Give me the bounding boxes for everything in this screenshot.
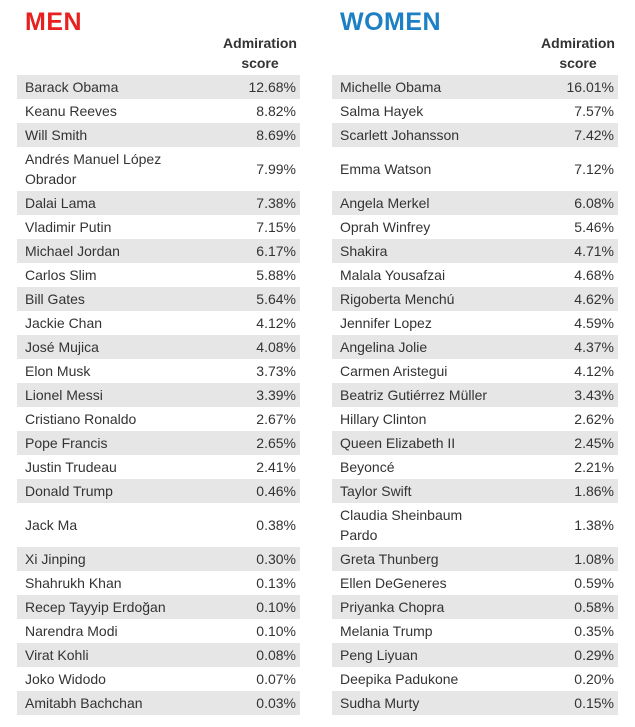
- men-table-row: [17, 595, 300, 619]
- women-person-name: Priyanka Chopra: [340, 599, 445, 615]
- women-person-name: Carmen Aristegui: [340, 363, 448, 379]
- men-admiration-score: 8.69%: [256, 127, 296, 143]
- men-person-name: Cristiano Ronaldo: [25, 411, 137, 427]
- men-table-row: [17, 407, 300, 431]
- men-table-row: [17, 215, 300, 239]
- men-person-name: Elon Musk: [25, 363, 91, 379]
- women-title: WOMEN: [340, 8, 442, 36]
- women-person-name: Peng Liyuan: [340, 647, 418, 663]
- women-table-row: [332, 595, 618, 619]
- women-person-name: Salma Hayek: [340, 103, 424, 119]
- women-table-row: [332, 263, 618, 287]
- women-admiration-score: 4.71%: [574, 243, 614, 259]
- men-person-name: Joko Widodo: [25, 671, 106, 687]
- men-admiration-score: 2.67%: [256, 411, 296, 427]
- men-table-row: [17, 147, 300, 191]
- men-admiration-score: 8.82%: [256, 103, 296, 119]
- women-table-row: [332, 311, 618, 335]
- men-person-name: Bill Gates: [25, 291, 85, 307]
- men-admiration-score: 7.38%: [256, 195, 296, 211]
- women-person-name: Hillary Clinton: [340, 411, 427, 427]
- men-admiration-score: 4.08%: [256, 339, 296, 355]
- men-title: MEN: [25, 8, 83, 36]
- women-admiration-score: 0.15%: [574, 695, 614, 711]
- women-table-row: [332, 691, 618, 715]
- women-admiration-score: 4.12%: [574, 363, 614, 379]
- women-table: [332, 75, 618, 715]
- women-admiration-score: 0.59%: [574, 575, 614, 591]
- men-person-name: Carlos Slim: [25, 267, 97, 283]
- men-table-row: [17, 263, 300, 287]
- women-admiration-score: 1.86%: [574, 483, 614, 499]
- men-person-name: Will Smith: [25, 127, 88, 143]
- men-person-name: Narendra Modi: [25, 623, 118, 639]
- women-table-row: [332, 239, 618, 263]
- women-admiration-score: 4.62%: [574, 291, 614, 307]
- men-person-name: Xi Jinping: [25, 551, 86, 567]
- men-table-row: [17, 335, 300, 359]
- women-person-name: Angela Merkel: [340, 195, 430, 211]
- men-person-name: Virat Kohli: [25, 647, 89, 663]
- women-table-row: [332, 287, 618, 311]
- women-admiration-score: 1.08%: [574, 551, 614, 567]
- women-admiration-score: 3.43%: [574, 387, 614, 403]
- men-person-name: Michael Jordan: [25, 243, 120, 259]
- men-admiration-score: 0.03%: [256, 695, 296, 711]
- men-table-row: [17, 287, 300, 311]
- men-admiration-score: 4.12%: [256, 315, 296, 331]
- men-person-name: Barack Obama: [25, 79, 119, 95]
- women-admiration-score: 2.62%: [574, 411, 614, 427]
- women-table-row: [332, 99, 618, 123]
- women-admiration-score: 2.45%: [574, 435, 614, 451]
- men-admiration-score: 5.88%: [256, 267, 296, 283]
- men-admiration-score: 7.15%: [256, 219, 296, 235]
- men-table: [17, 75, 300, 715]
- men-admiration-score: 6.17%: [256, 243, 296, 259]
- men-table-row: [17, 547, 300, 571]
- men-admiration-score: 5.64%: [256, 291, 296, 307]
- men-table-row: [17, 667, 300, 691]
- women-admiration-score: 4.37%: [574, 339, 614, 355]
- women-table-row: [332, 407, 618, 431]
- women-table-row: [332, 147, 618, 191]
- women-table-row: [332, 75, 618, 99]
- women-person-name: Jennifer Lopez: [340, 315, 432, 331]
- women-person-name: Rigoberta Menchú: [340, 291, 455, 307]
- men-admiration-score: 3.39%: [256, 387, 296, 403]
- women-table-row: [332, 431, 618, 455]
- men-table-row: [17, 123, 300, 147]
- men-admiration-score: 2.65%: [256, 435, 296, 451]
- men-table-row: [17, 359, 300, 383]
- women-person-name: Beyoncé: [340, 459, 395, 475]
- women-admiration-score: 2.21%: [574, 459, 614, 475]
- men-table-row: [17, 311, 300, 335]
- women-person-name: Scarlett Johansson: [340, 127, 460, 143]
- women-person-name: Queen Elizabeth II: [340, 435, 456, 451]
- men-person-name: Amitabh Bachchan: [25, 695, 143, 711]
- men-person-name: Jack Ma: [25, 517, 78, 533]
- men-table-row: [17, 383, 300, 407]
- men-table-row: [17, 643, 300, 667]
- women-person-name: Michelle Obama: [340, 79, 442, 95]
- men-admiration-score: 0.46%: [256, 483, 296, 499]
- men-table-row: [17, 455, 300, 479]
- women-table-row: [332, 479, 618, 503]
- women-person-name: Oprah Winfrey: [340, 219, 431, 235]
- men-admiration-score: 12.68%: [248, 79, 296, 95]
- men-person-name: Recep Tayyip Erdoğan: [25, 599, 166, 615]
- women-admiration-score: 5.46%: [574, 219, 614, 235]
- men-table-row: [17, 691, 300, 715]
- women-table-row: [332, 455, 618, 479]
- women-person-name: Ellen DeGeneres: [340, 575, 447, 591]
- women-person-name: Malala Yousafzai: [340, 267, 446, 283]
- women-admiration-score: 0.35%: [574, 623, 614, 639]
- women-person-name: Melania Trump: [340, 623, 433, 639]
- women-person-name: Shakira: [340, 243, 388, 259]
- men-table-row: [17, 75, 300, 99]
- women-person-name: Taylor Swift: [340, 483, 412, 499]
- men-admiration-score: 0.38%: [256, 517, 296, 533]
- women-table-row: [332, 215, 618, 239]
- women-score-header: Admiration score: [541, 35, 615, 71]
- women-person-name: Deepika Padukone: [340, 671, 459, 687]
- men-admiration-score: 0.10%: [256, 599, 296, 615]
- men-person-name: Shahrukh Khan: [25, 575, 122, 591]
- men-table-row: [17, 431, 300, 455]
- men-person-name: Dalai Lama: [25, 195, 96, 211]
- men-table-row: [17, 479, 300, 503]
- men-admiration-score: 7.99%: [256, 161, 296, 177]
- women-person-name: Sudha Murty: [340, 695, 420, 711]
- men-table-row: [17, 239, 300, 263]
- men-person-name: José Mujica: [25, 339, 99, 355]
- women-person-name: Claudia Sheinbaum Pardo: [340, 507, 463, 543]
- women-admiration-score: 0.58%: [574, 599, 614, 615]
- women-admiration-score: 7.42%: [574, 127, 614, 143]
- women-person-name: Beatriz Gutiérrez Müller: [340, 387, 488, 403]
- women-admiration-score: 0.29%: [574, 647, 614, 663]
- women-admiration-score: 6.08%: [574, 195, 614, 211]
- men-admiration-score: 0.10%: [256, 623, 296, 639]
- women-table-row: [332, 619, 618, 643]
- women-table-row: [332, 335, 618, 359]
- women-person-name: Angelina Jolie: [340, 339, 428, 355]
- women-table-row: [332, 503, 618, 547]
- women-admiration-score: 0.20%: [574, 671, 614, 687]
- women-person-name: Greta Thunberg: [340, 551, 439, 567]
- men-table-row: [17, 503, 300, 547]
- women-table-row: [332, 667, 618, 691]
- men-admiration-score: 3.73%: [256, 363, 296, 379]
- women-table-row: [332, 123, 618, 147]
- men-person-name: Jackie Chan: [25, 315, 103, 331]
- women-table-row: [332, 383, 618, 407]
- men-person-name: Andrés Manuel López Obrador: [25, 151, 162, 187]
- women-table-row: [332, 643, 618, 667]
- men-admiration-score: 0.08%: [256, 647, 296, 663]
- women-table-row: [332, 191, 618, 215]
- women-admiration-score: 1.38%: [574, 517, 614, 533]
- women-person-name: Emma Watson: [340, 161, 432, 177]
- men-admiration-score: 0.07%: [256, 671, 296, 687]
- men-admiration-score: 0.30%: [256, 551, 296, 567]
- men-person-name: Donald Trump: [25, 483, 113, 499]
- women-table-row: [332, 571, 618, 595]
- men-person-name: Pope Francis: [25, 435, 108, 451]
- men-person-name: Keanu Reeves: [25, 103, 117, 119]
- men-person-name: Justin Trudeau: [25, 459, 117, 475]
- women-admiration-score: 7.12%: [574, 161, 614, 177]
- men-table-row: [17, 619, 300, 643]
- men-admiration-score: 2.41%: [256, 459, 296, 475]
- women-table-row: [332, 359, 618, 383]
- women-admiration-score: 4.59%: [574, 315, 614, 331]
- men-admiration-score: 0.13%: [256, 575, 296, 591]
- women-table-row: [332, 547, 618, 571]
- men-table-row: [17, 571, 300, 595]
- men-table-row: [17, 99, 300, 123]
- men-score-header: Admiration score: [223, 35, 297, 71]
- men-person-name: Lionel Messi: [25, 387, 103, 403]
- women-admiration-score: 7.57%: [574, 103, 614, 119]
- men-person-name: Vladimir Putin: [25, 219, 112, 235]
- men-table-row: [17, 191, 300, 215]
- women-admiration-score: 16.01%: [566, 79, 614, 95]
- women-admiration-score: 4.68%: [574, 267, 614, 283]
